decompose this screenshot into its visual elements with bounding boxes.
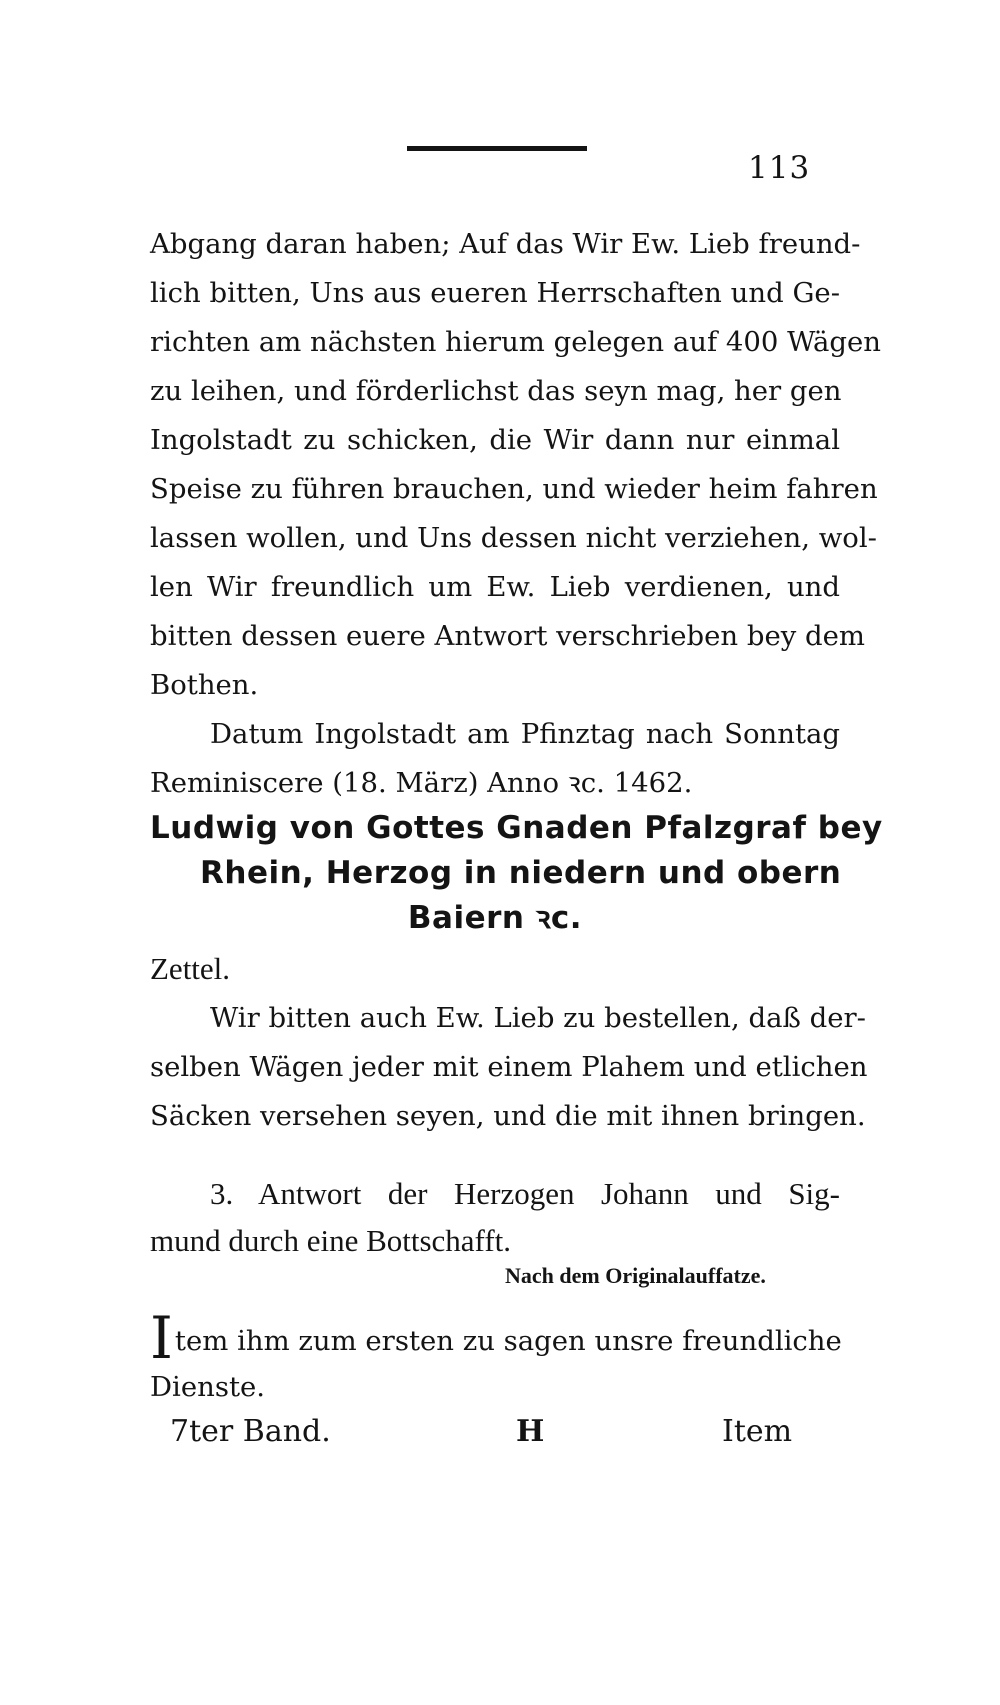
- zettel-line: Säcken versehen seyen, und die mit ihnen bringen.: [150, 1100, 866, 1132]
- source-note: Nach dem Originalauffatze.: [505, 1263, 766, 1288]
- zettel-label: Zettel.: [150, 951, 231, 986]
- section-title-line: 3. Antwort der Herzogen Johann und Sig-: [210, 1176, 840, 1211]
- section-heading-line: Baiern ꝛc.: [407, 900, 583, 936]
- catchword: Item: [722, 1414, 793, 1449]
- zettel-line: Wir bitten auch Ew. Lieb zu bestellen, daß der-: [210, 1002, 866, 1034]
- zettel-line: selben Wägen jeder mit einem Plahem und etlichen: [150, 1051, 868, 1083]
- text-line: bitten dessen euere Antwort verschrieben bey dem: [150, 620, 865, 652]
- item-line-text: tem ihm zum ersten zu sagen unsre freundliche: [174, 1325, 842, 1357]
- item-line: Dienste.: [150, 1371, 266, 1403]
- text-line: lich bitten, Uns aus eueren Herrschaften und Ge-: [150, 277, 840, 309]
- date-line: Datum Ingolstadt am Pfinztag nach Sonntag: [210, 718, 840, 750]
- text-line: lassen wollen, und Uns dessen nicht verziehen, wol-: [150, 522, 877, 554]
- drop-cap: I: [150, 1304, 173, 1372]
- section-heading-line: Rhein, Herzog in niedern und obern: [200, 855, 842, 891]
- section-heading-line: Ludwig von Gottes Gnaden Pfalzgraf bey: [150, 810, 883, 846]
- signature-mark: H: [516, 1414, 545, 1449]
- date-line: Reminiscere (18. März) Anno ꝛc. 1462.: [150, 767, 693, 799]
- section-title-line: mund durch eine Bottschafft.: [150, 1223, 512, 1258]
- text-line: len Wir freundlich um Ew. Lieb verdienen, und: [150, 571, 840, 603]
- text-line: Bothen.: [150, 669, 259, 701]
- page-number: 113: [748, 150, 811, 186]
- volume-label: 7ter Band.: [170, 1414, 331, 1449]
- item-line: [150, 1304, 842, 1372]
- header-rule: [407, 146, 587, 151]
- text-line: richten am nächsten hierum gelegen auf 400 Wägen: [150, 326, 882, 358]
- text-line: Ingolstadt zu schicken, die Wir dann nur einmal: [150, 424, 840, 456]
- text-line: zu leihen, und förderlichst das seyn mag, her gen: [150, 375, 842, 407]
- text-line: Abgang daran haben; Auf das Wir Ew. Lieb freund-: [150, 228, 861, 260]
- text-line: Speise zu führen brauchen, und wieder heim fahren: [150, 473, 878, 505]
